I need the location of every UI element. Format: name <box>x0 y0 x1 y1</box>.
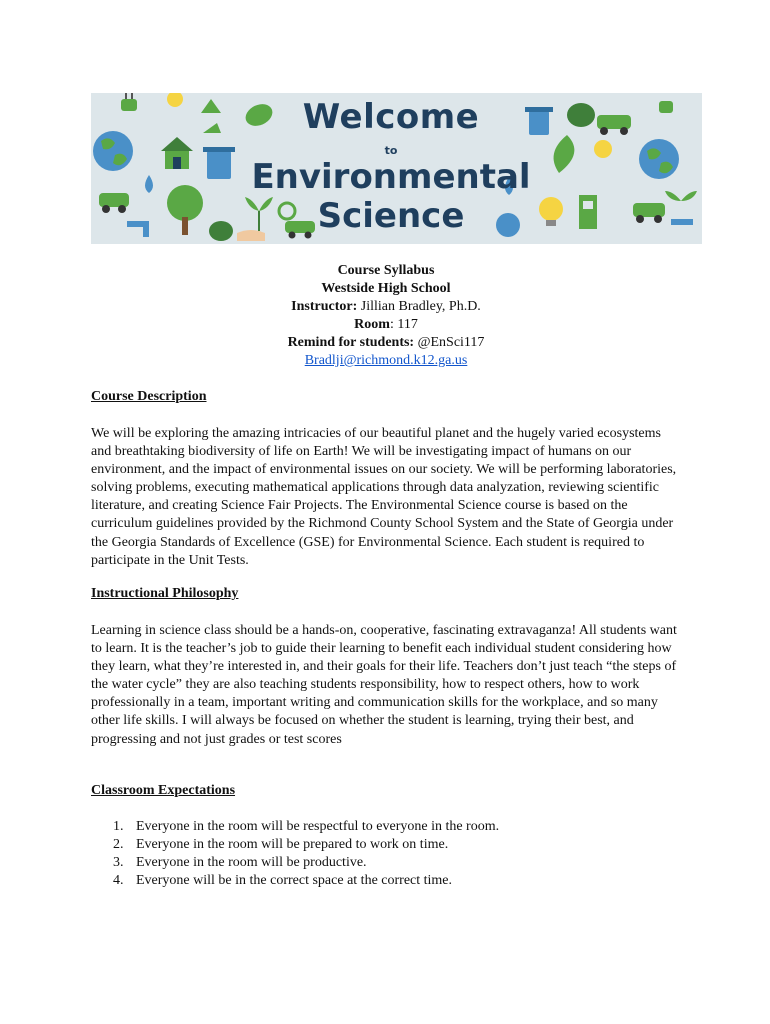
recycle-icon <box>201 99 221 133</box>
list-number: 3. <box>113 855 124 870</box>
remind-line <box>91 334 681 352</box>
list-text: Everyone in the room will be productive. <box>136 855 367 870</box>
car-icon-right <box>633 203 665 223</box>
list-item <box>91 854 681 872</box>
email-link[interactable]: Bradlji@richmond.k12.ga.us <box>304 353 468 368</box>
list-item <box>91 818 681 836</box>
lightbulb-icon-right <box>594 140 612 158</box>
faucet-icon <box>127 221 149 237</box>
house-icon <box>161 137 193 169</box>
plug-icon <box>121 93 137 111</box>
list-number: 4. <box>113 873 124 888</box>
room-value: : 117 <box>389 317 418 332</box>
faucet-icon-right <box>671 219 693 225</box>
expectations-list <box>91 818 681 890</box>
list-text: Everyone will be in the correct space at the correct time. <box>136 873 453 888</box>
school-name: Westside High School <box>321 281 451 296</box>
plant-icon-right <box>665 191 697 201</box>
list-number: 2. <box>113 837 124 852</box>
electric-car-icon <box>597 115 631 135</box>
recycle-bin-icon <box>203 147 235 179</box>
instructor-line <box>91 298 681 316</box>
remind-label: Remind for students: <box>287 335 415 350</box>
plug-icon-right <box>659 101 673 113</box>
list-item <box>91 836 681 854</box>
lightbulb-icon <box>167 93 183 107</box>
list-text: Everyone in the room will be prepared to work on time. <box>136 837 449 852</box>
banner-welcome: Welcome <box>302 97 480 137</box>
money-bag-icon <box>209 221 233 241</box>
banner-science: Science <box>317 196 465 236</box>
banner-environmental: Environmental <box>251 157 531 197</box>
banner-title <box>241 93 541 244</box>
tree-icon <box>167 185 203 235</box>
instructor-value: Jillian Bradley, Ph.D. <box>357 299 481 314</box>
list-text: Everyone in the room will be respectful to everyone in the room. <box>136 819 500 834</box>
course-syllabus-title: Course Syllabus <box>337 263 435 278</box>
remind-value: @EnSci117 <box>414 335 485 350</box>
classroom-expectations-heading: Classroom Expectations <box>91 783 236 798</box>
course-description-heading: Course Description <box>91 389 207 404</box>
room-label: Room <box>354 317 390 332</box>
syllabus-header <box>91 262 681 370</box>
banner-to: to <box>384 144 398 157</box>
instructional-philosophy-heading: Instructional Philosophy <box>91 586 239 601</box>
instructional-philosophy-text: Learning in science class should be a hands-on, cooperative, fascinating extravaganza! All students want to learn. It is the teacher’s job to guide their learning to benefit each individual student considering how they learn, what they’re interested in, and their goals for their life. Teachers don’t just teach “the steps of the water cycle” they are also teaching students responsibility, how to respect others, how to work professionally in a team, important writing and communication skills for the workplace, and so many other life skills. I will always be focused on whether the student is learning, trying their best, and progressing and not just grades or test scores <box>91 623 677 747</box>
instructor-label: Instructor: <box>291 299 358 314</box>
water-drop-icon <box>145 175 153 193</box>
fuel-pump-icon <box>579 195 597 229</box>
room-line <box>91 316 681 334</box>
course-description-text: We will be exploring the amazing intricacies of our beautiful planet and the hugely varied ecosystems and breathtaking biodiversity of life on Earth! We will be investigating impact of humans on our environment, and the impact of environmental issues on our society. We will be performing laboratories, solving problems, executing mathematical applications through data analyzation, reviewing scientific literature, and creating Science Fair Projects. The Environmental Science course is based on the curriculum guidelines provided by the Richmond County School System and the State of Georgia under the Georgia Standards of Excellence (GSE) for Environmental Science. Each student is required to participate in the Unit Tests. <box>91 426 677 568</box>
list-number: 1. <box>113 819 124 834</box>
globe-icon-right <box>639 139 679 179</box>
money-bag-icon-right <box>567 103 595 127</box>
leaf-icon-right <box>554 135 575 173</box>
lightbulb-icon-big <box>539 197 563 226</box>
list-item <box>91 872 681 890</box>
car-icon <box>99 193 129 213</box>
welcome-banner <box>91 93 702 244</box>
globe-icon <box>93 131 133 171</box>
